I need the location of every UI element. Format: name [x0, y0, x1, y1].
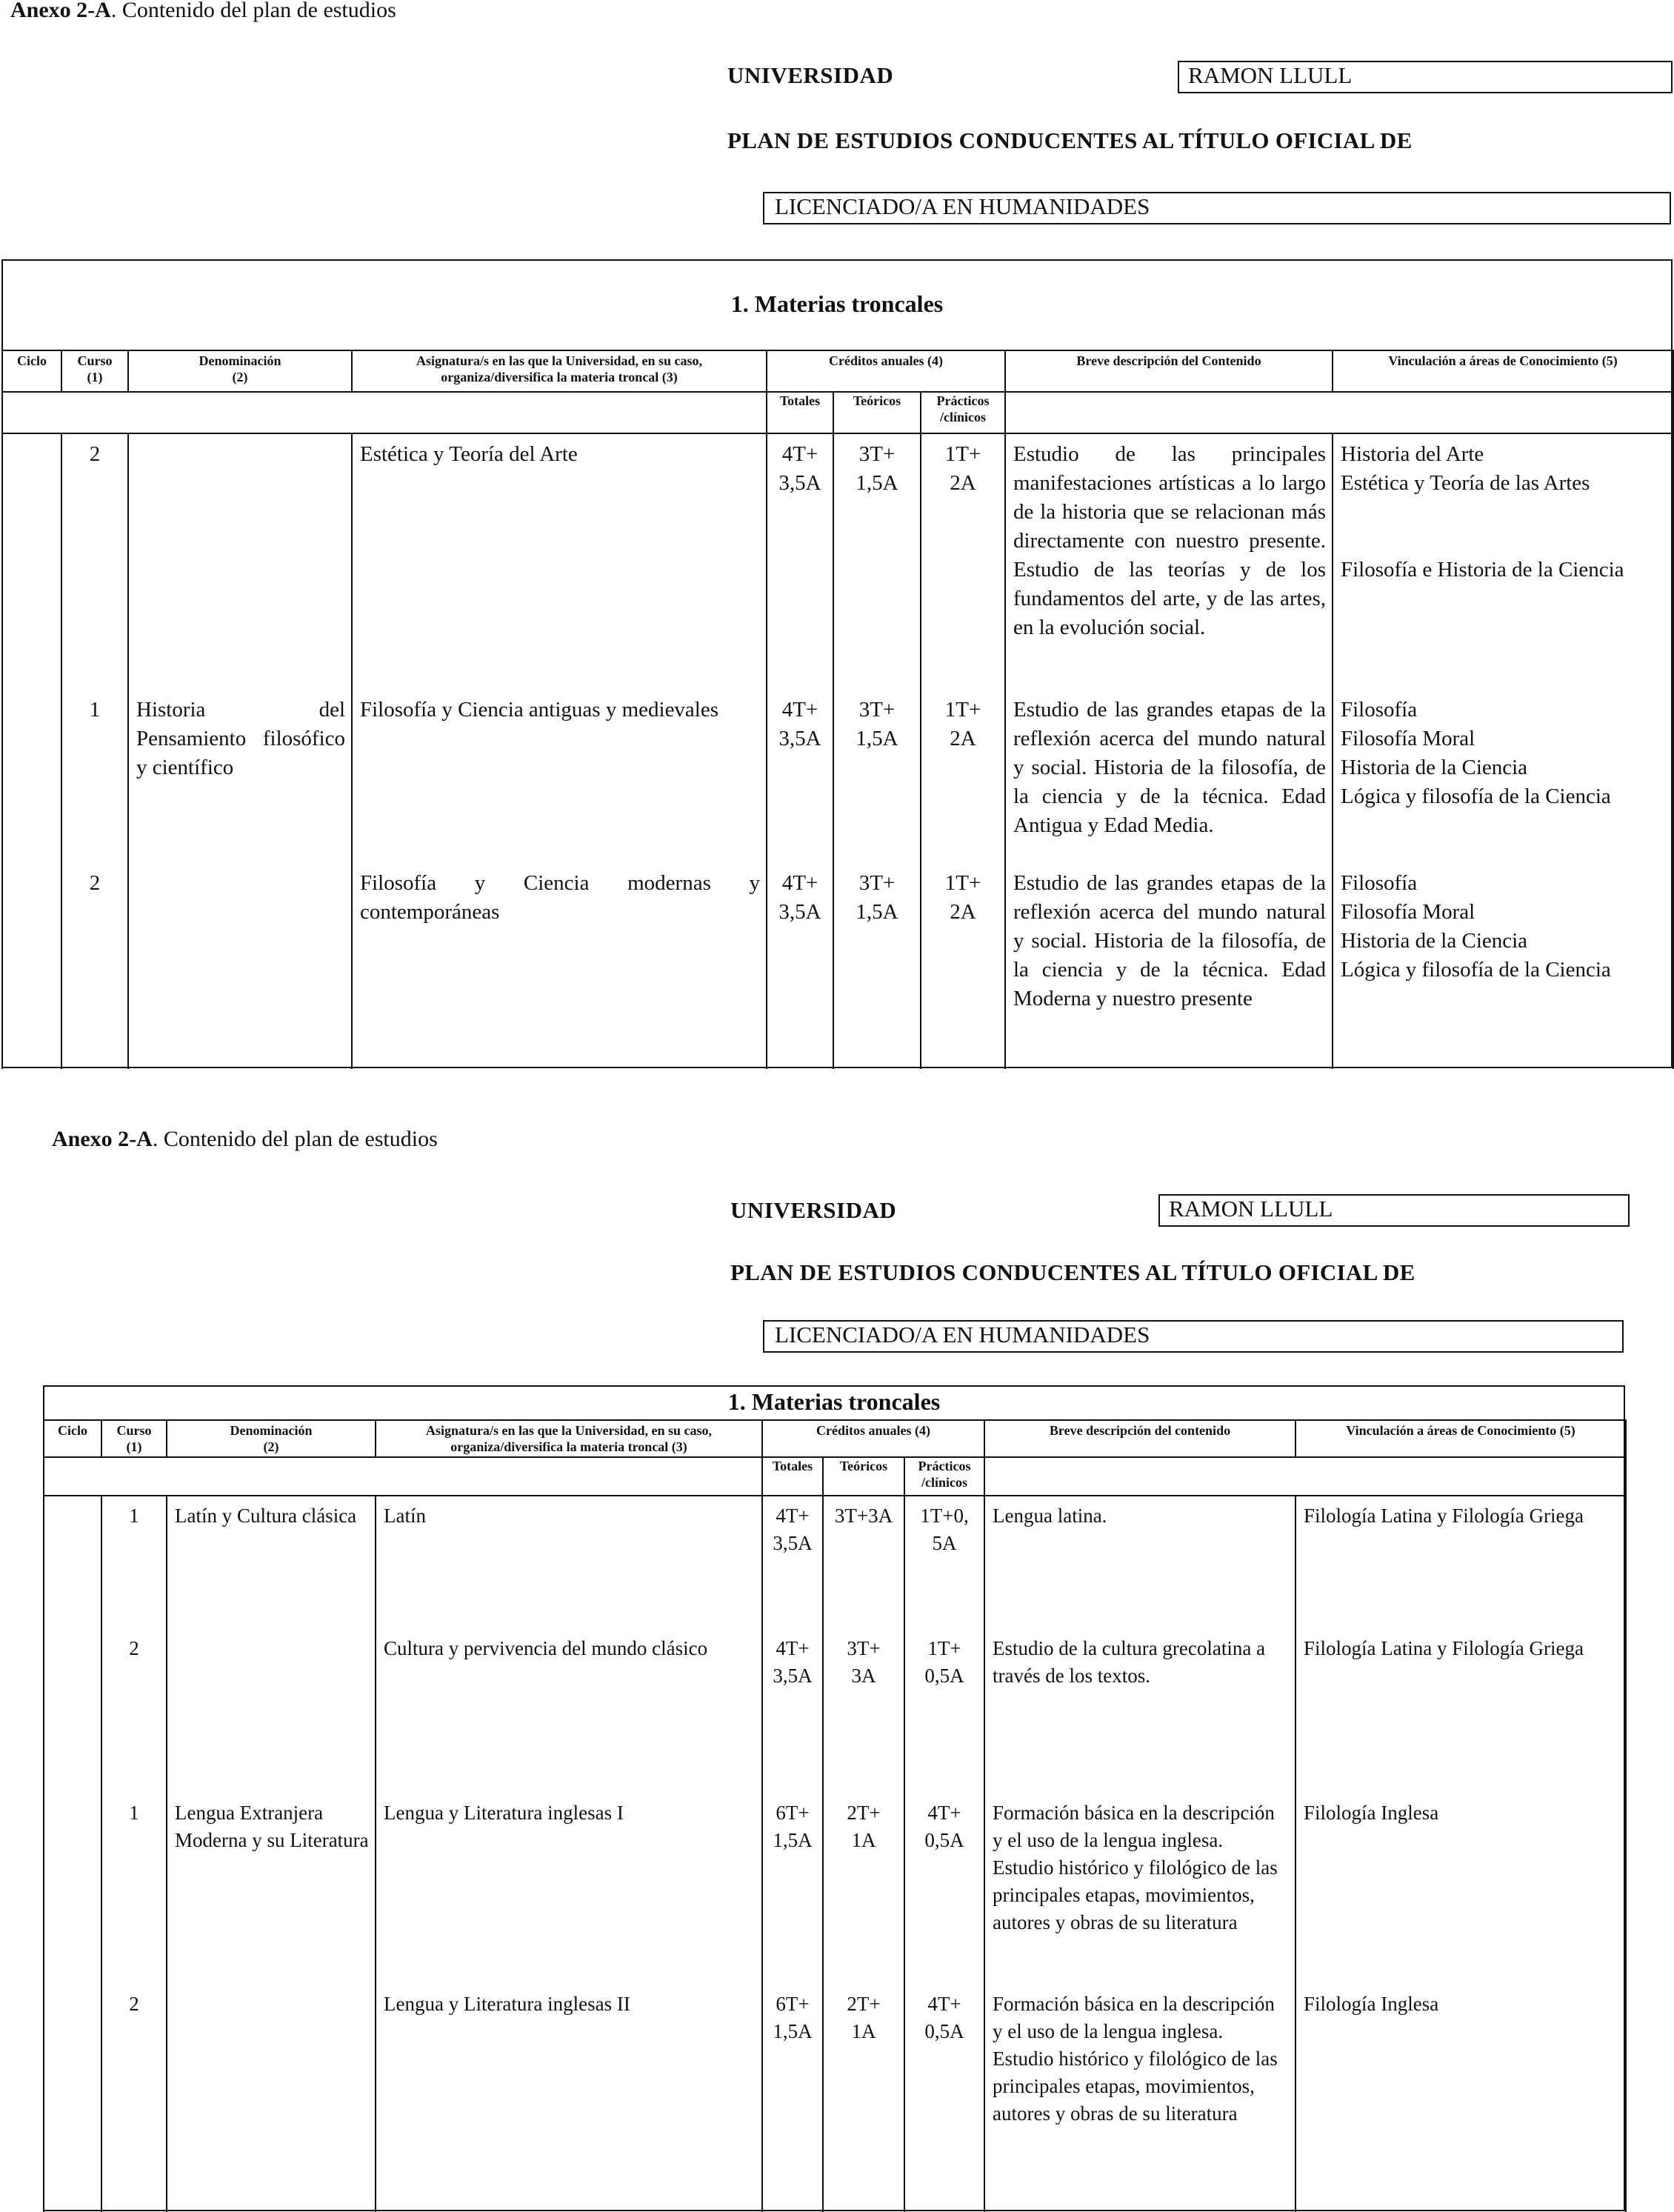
subheader-spacer — [44, 1457, 762, 1496]
cell-curso: 1 — [61, 690, 128, 863]
cell-vinculacion: Filología Inglesa — [1295, 1985, 1626, 2212]
cell-curso: 1 — [101, 1793, 167, 1985]
plan-title: PLAN DE ESTUDIOS CONDUCENTES AL TÍTULO OFICIAL DE — [730, 1259, 1415, 1285]
cell-practicos: 1T+ 2A — [921, 863, 1005, 1069]
cell-curso: 2 — [61, 863, 128, 1069]
header-asignatura: Asignatura/s en las que la Universidad, en su caso, organiza/diversifica la materia troncal (3) — [352, 350, 767, 392]
header-descripcion: Breve descripción del contenido — [984, 1420, 1295, 1457]
cell-denominacion — [128, 433, 352, 690]
materias-table — [1, 350, 1674, 1069]
cell-asignatura: Lengua y Literatura inglesas I — [376, 1793, 762, 1985]
header-denominacion: Denominación (2) — [128, 350, 352, 392]
degree-box: LICENCIADO/A EN HUMANIDADES — [763, 192, 1671, 224]
document-page-2 — [0, 1126, 1674, 2211]
cell-vinculacion: Filología Latina y Filología Griega — [1295, 1496, 1626, 1629]
cell-vinculacion: Filología Latina y Filología Griega — [1295, 1629, 1626, 1793]
cell-vinculacion: Filosofía Filosofía Moral Historia de la Ciencia Lógica y filosofía de la Ciencia — [1333, 863, 1673, 1069]
university-label: UNIVERSIDAD — [730, 1197, 897, 1223]
cell-denominacion: Lengua Extranjera Moderna y su Literatura — [167, 1793, 376, 1985]
cell-asignatura: Filosofía y Ciencia antiguas y medievales — [352, 690, 767, 863]
cell-totales: 6T+ 1,5A — [762, 1793, 823, 1985]
annex-heading: Anexo 2-A. Contenido del plan de estudios — [10, 0, 396, 22]
cell-totales: 6T+ 1,5A — [762, 1985, 823, 2212]
cell-denominacion — [128, 863, 352, 1069]
cell-ciclo — [44, 1629, 101, 1793]
document-page-1 — [0, 0, 1674, 1074]
cell-totales: 4T+ 3,5A — [767, 863, 833, 1069]
university-label: UNIVERSIDAD — [727, 62, 894, 88]
cell-practicos: 4T+ 0,5A — [904, 1985, 984, 2212]
cell-descripcion: Estudio de las grandes etapas de la reflexión acerca del mundo natural y social. Historia de la filosofía, de la ciencia y de la técnica. Edad Moderna y nuestro presente — [1005, 863, 1333, 1069]
header-totales: Totales — [762, 1457, 823, 1496]
subheader-spacer — [2, 392, 767, 433]
cell-ciclo — [44, 1793, 101, 1985]
cell-practicos: 1T+0, 5A — [904, 1496, 984, 1629]
cell-teoricos: 3T+ 1,5A — [833, 863, 921, 1069]
cell-ciclo — [44, 1985, 101, 2212]
cell-practicos: 1T+ 2A — [921, 690, 1005, 863]
cell-practicos: 1T+ 0,5A — [904, 1629, 984, 1793]
cell-asignatura: Latín — [376, 1496, 762, 1629]
table-row — [2, 433, 1673, 690]
header-ciclo: Ciclo — [44, 1420, 101, 1457]
cell-denominacion — [167, 1985, 376, 2212]
cell-descripcion: Estudio de las principales manifestaciones artísticas a lo largo de la historia que se relacionan más directamente con nuestro presente. Estudio de las teorías y de los fundamentos del arte, y de las artes, en la evolución social. — [1005, 433, 1333, 690]
header-vinculacion: Vinculación a áreas de Conocimiento (5) — [1333, 350, 1673, 392]
cell-descripcion: Lengua latina. — [984, 1496, 1295, 1629]
cell-asignatura: Lengua y Literatura inglesas II — [376, 1985, 762, 2212]
materias-table — [43, 1419, 1627, 2212]
header-curso: Curso (1) — [61, 350, 128, 392]
cell-descripcion: Formación básica en la descripción y el uso de la lengua inglesa. Estudio histórico y filológico de las principales etapas, movimientos, autores y obras de su literatura — [984, 1985, 1295, 2212]
header-creditos: Créditos anuales (4) — [767, 350, 1005, 392]
cell-curso: 2 — [61, 433, 128, 690]
header-practicos: Prácticos /clínicos — [904, 1457, 984, 1496]
header-practicos: Prácticos /clínicos — [921, 392, 1005, 433]
cell-denominacion — [167, 1629, 376, 1793]
header-curso: Curso (1) — [101, 1420, 167, 1457]
cell-asignatura: Filosofía y Ciencia modernas y contemporáneas — [352, 863, 767, 1069]
cell-practicos: 1T+ 2A — [921, 433, 1005, 690]
cell-curso: 2 — [101, 1629, 167, 1793]
cell-vinculacion: Filología Inglesa — [1295, 1793, 1626, 1985]
table-row — [2, 690, 1673, 863]
cell-descripcion: Formación básica en la descripción y el uso de la lengua inglesa. Estudio histórico y filológico de las principales etapas, movimientos, autores y obras de su literatura — [984, 1793, 1295, 1985]
header-totales: Totales — [767, 392, 833, 433]
cell-teoricos: 3T+ 1,5A — [833, 690, 921, 863]
cell-ciclo — [44, 1496, 101, 1629]
cell-vinculacion: Filosofía Filosofía Moral Historia de la Ciencia Lógica y filosofía de la Ciencia — [1333, 690, 1673, 863]
cell-vinculacion: Historia del Arte Estética y Teoría de las Artes Filosofía e Historia de la Ciencia — [1333, 433, 1673, 690]
section-title: 1. Materias troncales — [727, 1388, 941, 1415]
cell-asignatura: Cultura y pervivencia del mundo clásico — [376, 1629, 762, 1793]
header-denominacion: Denominación (2) — [167, 1420, 376, 1457]
cell-asignatura: Estética y Teoría del Arte — [352, 433, 767, 690]
cell-descripcion: Estudio de las grandes etapas de la reflexión acerca del mundo natural y social. Historia de la filosofía, de la ciencia y de la técnica. Edad Antigua y Edad Media. — [1005, 690, 1333, 863]
annex-heading: Anexo 2-A. Contenido del plan de estudios — [52, 1127, 438, 1151]
table-row — [44, 1496, 1626, 1629]
header-ciclo: Ciclo — [2, 350, 61, 392]
table-row — [44, 1985, 1626, 2212]
table-row — [2, 863, 1673, 1069]
degree-box: LICENCIADO/A EN HUMANIDADES — [763, 1320, 1624, 1353]
header-teoricos: Teóricos — [833, 392, 921, 433]
header-creditos: Créditos anuales (4) — [762, 1420, 984, 1457]
cell-teoricos: 2T+ 1A — [823, 1985, 904, 2212]
cell-ciclo — [2, 690, 61, 863]
cell-teoricos: 2T+ 1A — [823, 1793, 904, 1985]
header-vinculacion: Vinculación a áreas de Conocimiento (5) — [1295, 1420, 1626, 1457]
cell-practicos: 4T+ 0,5A — [904, 1793, 984, 1985]
cell-denominacion: Latín y Cultura clásica — [167, 1496, 376, 1629]
cell-denominacion: Historia del Pensamiento filosófico y científico — [128, 690, 352, 863]
subheader-spacer-right — [984, 1457, 1626, 1496]
cell-descripcion: Estudio de la cultura grecolatina a través de los textos. — [984, 1629, 1295, 1793]
cell-curso: 2 — [101, 1985, 167, 2212]
header-asignatura: Asignatura/s en las que la Universidad, en su caso, organiza/diversifica la materia troncal (3) — [376, 1420, 762, 1457]
table-row — [44, 1629, 1626, 1793]
cell-teoricos: 3T+3A — [823, 1496, 904, 1629]
header-descripcion: Breve descripción del Contenido — [1005, 350, 1333, 392]
cell-totales: 4T+ 3,5A — [762, 1629, 823, 1793]
cell-teoricos: 3T+ 3A — [823, 1629, 904, 1793]
section-title: 1. Materias troncales — [730, 290, 944, 317]
cell-teoricos: 3T+ 1,5A — [833, 433, 921, 690]
subheader-spacer-right — [1005, 392, 1673, 433]
cell-totales: 4T+ 3,5A — [767, 433, 833, 690]
university-value-box: RAMON LLULL — [1158, 1194, 1630, 1227]
cell-ciclo — [2, 863, 61, 1069]
cell-totales: 4T+ 3,5A — [767, 690, 833, 863]
header-teoricos: Teóricos — [823, 1457, 904, 1496]
plan-title: PLAN DE ESTUDIOS CONDUCENTES AL TÍTULO OFICIAL DE — [727, 127, 1413, 153]
university-value-box: RAMON LLULL — [1178, 61, 1673, 93]
cell-totales: 4T+ 3,5A — [762, 1496, 823, 1629]
cell-ciclo — [2, 433, 61, 690]
table-row — [44, 1793, 1626, 1985]
cell-curso: 1 — [101, 1496, 167, 1629]
